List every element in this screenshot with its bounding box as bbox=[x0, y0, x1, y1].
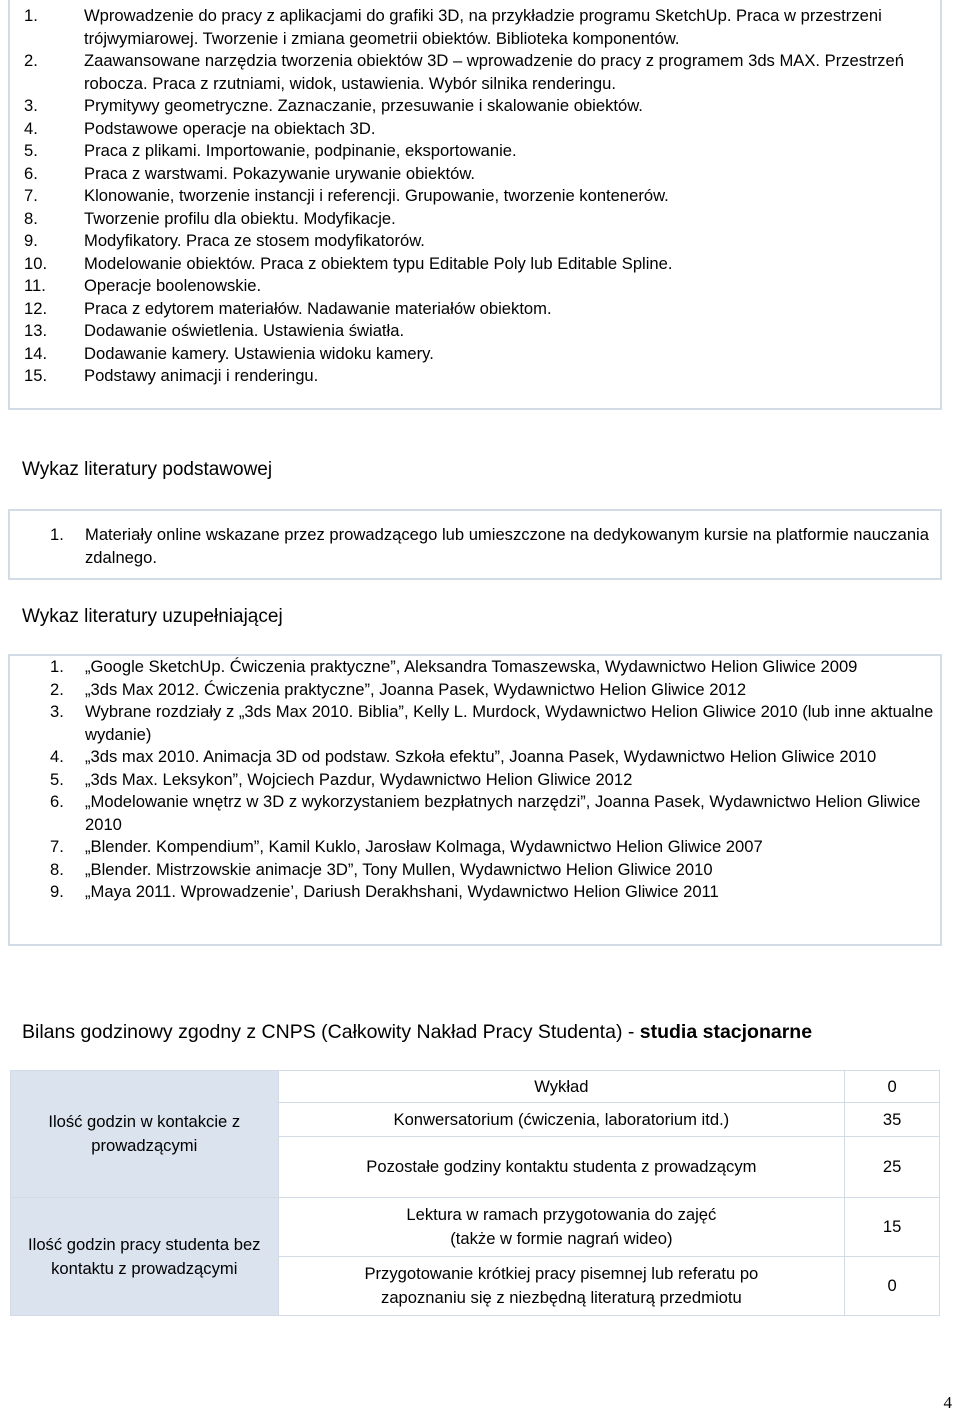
item-number: 6. bbox=[50, 792, 64, 811]
list-item bbox=[10, 253, 940, 276]
item-text: Materiały online wskazane przez prowadzącego lub umieszczone na dedykowanym kursie na platformie nauczania zdalnego. bbox=[85, 525, 929, 567]
list-item bbox=[10, 208, 940, 231]
item-number: 15. bbox=[24, 366, 48, 385]
item-number: 14. bbox=[24, 343, 48, 363]
reading-label bbox=[278, 1198, 845, 1257]
item-text: Praca z edytorem materiałów. Nadawanie materiałów obiektom. bbox=[84, 298, 552, 318]
list-item bbox=[10, 343, 940, 366]
item-number: 8. bbox=[24, 208, 38, 228]
item-text: Dodawanie kamery. Ustawienia widoku kamery. bbox=[84, 343, 434, 363]
supplementary-literature-heading: Wykaz literatury uzupełniającej bbox=[22, 606, 283, 627]
list-item bbox=[10, 163, 940, 186]
basic-literature-heading: Wykaz literatury podstawowej bbox=[22, 459, 273, 480]
item-text: Zaawansowane narzędzia tworzenia obiektów 3D – wprowadzenie do pracy z programem 3ds MAX. Przestrzeń robocza. Praca z rzutniami, widok, ustawienia. Wybór silnika renderingu. bbox=[84, 51, 904, 93]
other-contact-label: Pozostałe godziny kontaktu studenta z prowadzącym bbox=[278, 1137, 845, 1198]
item-text: Prymitywy geometryczne. Zaznaczanie, przesuwanie i skalowanie obiektów. bbox=[84, 96, 643, 115]
item-number: 9. bbox=[24, 231, 38, 250]
list-item bbox=[10, 836, 940, 859]
item-number: 4. bbox=[24, 118, 38, 138]
balance-heading bbox=[22, 1021, 812, 1044]
item-number: 5. bbox=[24, 141, 38, 160]
item-number: 2. bbox=[24, 51, 38, 70]
paper-label bbox=[278, 1257, 845, 1316]
item-text: „3ds max 2010. Animacja 3D od podstaw. Szkoła efektu”, Joanna Pasek, Wydawnictwo Helion Gliwice 2010 bbox=[85, 747, 877, 766]
item-text: „Blender. Mistrzowskie animacje 3D”, Tony Mullen, Wydawnictwo Helion Gliwice 2010 bbox=[85, 859, 713, 879]
list-item bbox=[10, 5, 940, 50]
page-number: 4 bbox=[943, 1393, 952, 1412]
item-number: 1. bbox=[50, 525, 64, 544]
item-text: Operacje boolenowskie. bbox=[84, 276, 262, 295]
lecture-label: Wykład bbox=[278, 1071, 845, 1103]
basic-literature-box bbox=[8, 509, 942, 580]
item-number: 13. bbox=[24, 321, 48, 340]
item-text: „Google SketchUp. Ćwiczenia praktyczne”, Aleksandra Tomaszewska, Wydawnictwo Helion Gliwice 2009 bbox=[85, 657, 858, 676]
list-item bbox=[10, 524, 940, 569]
item-number: 2. bbox=[50, 679, 64, 699]
item-text: Wprowadzenie do pracy z aplikacjami do grafiki 3D, na przykładzie programu SketchUp. Praca w przestrzeni trójwymiarowej. Tworzenie i zmiana geometrii obiektów. Biblioteka komponentów. bbox=[84, 6, 882, 48]
item-number: 9. bbox=[50, 882, 64, 901]
supplementary-literature-box bbox=[8, 654, 942, 946]
list-item bbox=[10, 185, 940, 208]
contact-hours-label: Ilość godzin w kontakcie z prowadzącymi bbox=[11, 1071, 279, 1198]
item-text: Modyfikatory. Praca ze stosem modyfikatorów. bbox=[84, 231, 425, 250]
item-number: 7. bbox=[24, 186, 38, 205]
other-contact-value: 25 bbox=[845, 1137, 940, 1198]
item-text: Wybrane rozdziały z „3ds Max 2010. Biblia”, Kelly L. Murdock, Wydawnictwo Helion Gliwice 2010 (lub inne aktualne wydanie) bbox=[85, 702, 934, 744]
list-item bbox=[10, 275, 940, 298]
item-number: 3. bbox=[50, 702, 64, 721]
list-item bbox=[10, 140, 940, 163]
list-item bbox=[10, 320, 940, 343]
balance-heading-mode: studia stacjonarne bbox=[639, 1021, 813, 1043]
item-text: Dodawanie oświetlenia. Ustawienia światła. bbox=[84, 321, 405, 340]
table-row bbox=[11, 1071, 940, 1103]
list-item bbox=[10, 365, 940, 388]
list-item bbox=[10, 656, 940, 679]
list-item bbox=[10, 746, 940, 769]
paper-label-line2: zapoznaniu się z niezbędną literaturą przedmiotu bbox=[381, 1288, 742, 1307]
hours-balance-table bbox=[10, 1070, 940, 1316]
course-topics-box bbox=[8, 0, 942, 410]
item-text: Podstawy animacji i renderingu. bbox=[84, 366, 319, 385]
list-item bbox=[10, 50, 940, 95]
item-text: „Maya 2011. Wprowadzenie’, Dariush Derakhshani, Wydawnictwo Helion Gliwice 2011 bbox=[85, 882, 719, 901]
table-row bbox=[11, 1198, 940, 1257]
item-text: Klonowanie, tworzenie instancji i referencji. Grupowanie, tworzenie kontenerów. bbox=[84, 186, 669, 205]
item-number: 4. bbox=[50, 747, 64, 766]
item-number: 11. bbox=[24, 276, 46, 295]
noncontact-hours-label: Ilość godzin pracy studenta bez kontaktu z prowadzącymi bbox=[11, 1198, 279, 1316]
item-text: „3ds Max. Leksykon”, Wojciech Pazdur, Wydawnictwo Helion Gliwice 2012 bbox=[85, 769, 633, 789]
item-text: Praca z warstwami. Pokazywanie urywanie obiektów. bbox=[84, 163, 476, 183]
reading-label-line2: (także w formie nagrań wideo) bbox=[450, 1229, 673, 1248]
item-text: Podstawowe operacje na obiektach 3D. bbox=[84, 118, 376, 138]
list-item bbox=[10, 881, 940, 904]
list-item bbox=[10, 298, 940, 321]
list-item bbox=[10, 701, 940, 746]
item-number: 12. bbox=[24, 298, 48, 318]
item-number: 8. bbox=[50, 859, 64, 879]
paper-label-line1: Przygotowanie krótkiej pracy pisemnej lub referatu po bbox=[364, 1264, 759, 1283]
item-number: 10. bbox=[24, 253, 48, 273]
item-number: 7. bbox=[50, 837, 64, 856]
list-item bbox=[10, 230, 940, 253]
item-text: Praca z plikami. Importowanie, podpinanie, eksportowanie. bbox=[84, 141, 517, 160]
item-number: 1. bbox=[24, 6, 38, 25]
balance-heading-prefix: Bilans godzinowy zgodny z CNPS (Całkowity Nakład Pracy Studenta) - bbox=[22, 1021, 640, 1043]
exercises-value: 35 bbox=[845, 1103, 940, 1137]
item-text: „Blender. Kompendium”, Kamil Kuklo, Jarosław Kolmaga, Wydawnictwo Helion Gliwice 2007 bbox=[85, 837, 763, 856]
list-item bbox=[10, 769, 940, 792]
item-number: 6. bbox=[24, 163, 38, 183]
exercises-label: Konwersatorium (ćwiczenia, laboratorium itd.) bbox=[278, 1103, 845, 1137]
item-number: 3. bbox=[24, 96, 38, 115]
item-text: „Modelowanie wnętrz w 3D z wykorzystaniem bezpłatnych narzędzi”, Joanna Pasek, Wydawnictwo Helion Gliwice 2010 bbox=[85, 792, 921, 834]
item-text: Modelowanie obiektów. Praca z obiektem typu Editable Poly lub Editable Spline. bbox=[84, 253, 673, 273]
reading-label-line1: Lektura w ramach przygotowania do zajęć bbox=[406, 1205, 717, 1224]
item-number: 1. bbox=[50, 657, 64, 676]
list-item bbox=[10, 791, 940, 836]
reading-value: 15 bbox=[845, 1198, 940, 1257]
list-item bbox=[10, 679, 940, 702]
list-item bbox=[10, 118, 940, 141]
paper-value: 0 bbox=[845, 1257, 940, 1316]
list-item bbox=[10, 859, 940, 882]
item-text: „3ds Max 2012. Ćwiczenia praktyczne”, Joanna Pasek, Wydawnictwo Helion Gliwice 2012 bbox=[85, 679, 747, 699]
item-text: Tworzenie profilu dla obiektu. Modyfikacje. bbox=[84, 208, 396, 228]
lecture-value: 0 bbox=[845, 1071, 940, 1103]
item-number: 5. bbox=[50, 769, 64, 789]
list-item bbox=[10, 95, 940, 118]
